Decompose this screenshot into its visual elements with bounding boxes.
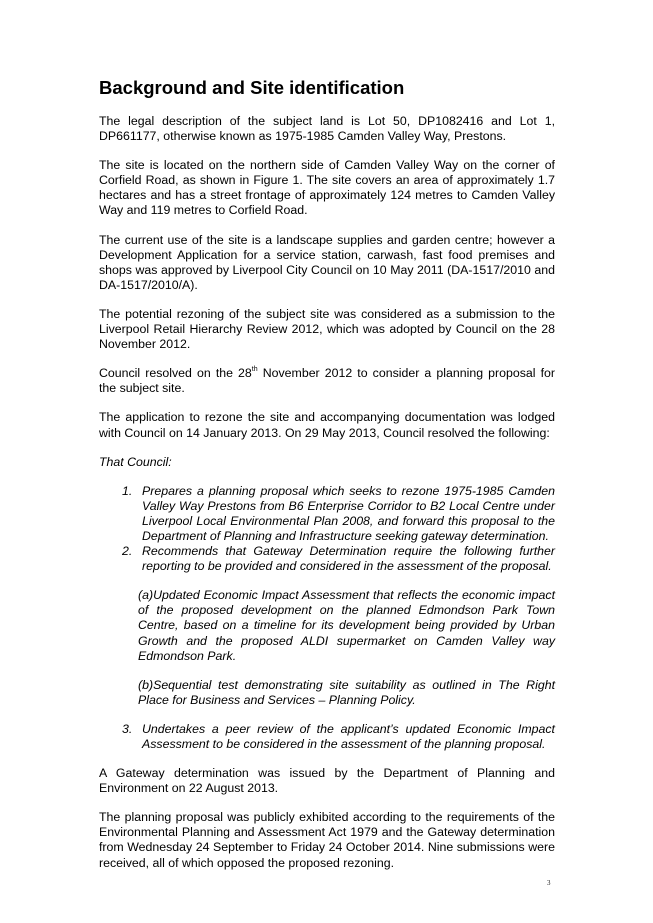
resolution-item — [99, 484, 555, 544]
paragraph-legal-description: The legal description of the subject land is Lot 50, DP1082416 and Lot 1, DP661177, otherwise known as 1975-1985 Camden Valley Way, Prestons. — [99, 114, 555, 144]
paragraph-site-location: The site is located on the northern side of Camden Valley Way on the corner of Corfield Road, as shown in Figure 1. The site covers an area of approximately 1.7 hectares and has a street frontage of approximately 124 metres to Camden Valley Way and 119 metres to Corfield Road. — [99, 158, 555, 218]
resolution-text: Prepares a planning proposal which seeks to rezone 1975-1985 Camden Valley Way Prestons from B6 Enterprise Corridor to B2 Local Centre under Liverpool Local Environmental Plan 2008, and forward this proposal to the Department of Planning and Infrastructure seeking gateway determination. — [142, 483, 555, 543]
resolution-text: Undertakes a peer review of the applicant’s updated Economic Impact Assessment to be considered in the assessment of the planning proposal. — [142, 721, 555, 751]
paragraph-that-council: That Council: — [99, 454, 172, 469]
resolution-item — [99, 722, 555, 752]
resolution-number: 1. — [122, 483, 133, 498]
resolution-item — [99, 544, 555, 708]
body-content — [99, 114, 555, 885]
paragraph-current-use: The current use of the site is a landscape supplies and garden centre; however a Development Application for a service station, carwash, fast food premises and shops was approved by Liverpool City Council on 10 May 2011 (DA-1517/2010 and DA-1517/2010/A). — [99, 232, 555, 292]
section-heading: Background and Site identification — [99, 77, 405, 98]
paragraph-gateway-determination: A Gateway determination was issued by the Department of Planning and Environment on 22 August 2013. — [99, 766, 555, 796]
resolution-text: Recommends that Gateway Determination require the following further reporting to be provided and considered in the assessment of the proposal. — [142, 544, 555, 574]
paragraph-council-resolved — [99, 366, 555, 396]
page-number: 3 — [547, 879, 551, 887]
ordinal-suffix: th — [251, 366, 258, 374]
resolution-subitem-a: (a)Updated Economic Impact Assessment that reflects the economic impact of the proposed development on the planned Edmondson Park Town Centre, based on a timeline for its development being provided by Urban Growth and the proposed ALDI supermarket on Camden Valley way Edmondson Park. — [138, 588, 555, 663]
resolution-subitem-b: (b)Sequential test demonstrating site suitability as outlined in The Right Place for Business and Services – Planning Policy. — [138, 677, 555, 707]
paragraph-retail-review: The potential rezoning of the subject site was considered as a submission to the Liverpool Retail Hierarchy Review 2012, which was adopted by Council on the 28 November 2012. — [99, 306, 555, 352]
resolution-number: 3. — [122, 721, 133, 736]
council-resolved-text-start: Council resolved on the 28 — [99, 366, 252, 381]
paragraph-public-exhibition: The planning proposal was publicly exhibited according to the requirements of the Environmental Planning and Assessment Act 1979 and the Gateway determination from Wednesday 24 September to Friday 24 October 2014. Nine submissions were received, all of which opposed the proposed rezoning. — [99, 810, 555, 870]
resolution-list — [99, 484, 555, 752]
paragraph-application-lodged: The application to rezone the site and accompanying documentation was lodged with Council on 14 January 2013. On 29 May 2013, Council resolved the following: — [99, 410, 555, 440]
council-resolved-text-end: November 2012 to consider a planning proposal for the subject site. — [99, 366, 555, 396]
resolution-number: 2. — [122, 544, 133, 559]
